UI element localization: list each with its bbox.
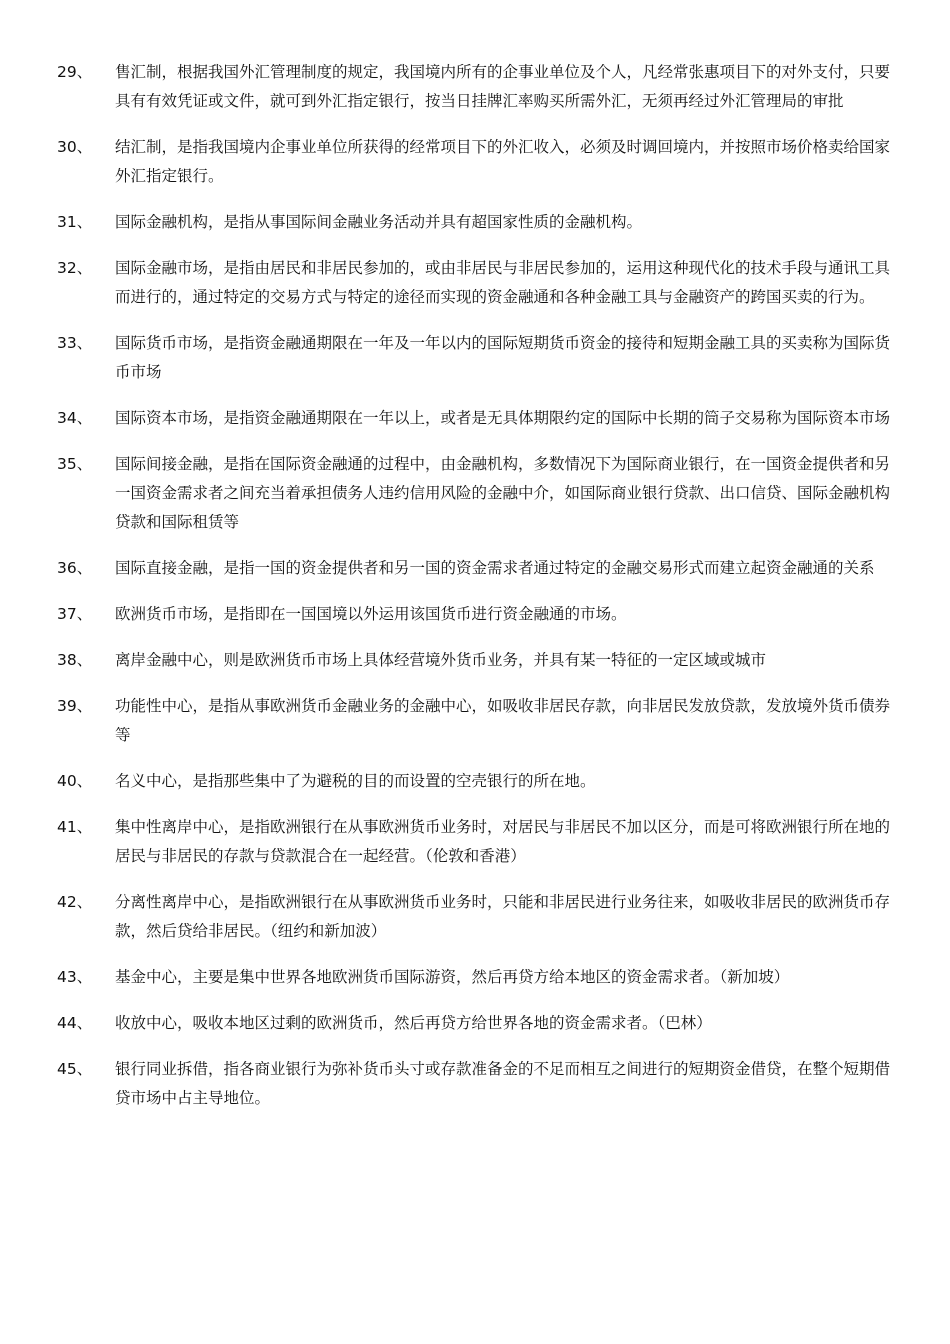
item-text: 售汇制，根据我国外汇管理制度的规定，我国境内所有的企事业单位及个人，凡经常张惠项目下的对外支付，只要具有有效凭证或文件，就可到外汇指定银行，按当日挂牌汇率购买所需外汇，无须再经过外汇管理局的审批	[115, 63, 891, 110]
list-item	[0, 963, 950, 992]
item-number: 31、	[57, 213, 93, 231]
list-item	[0, 554, 950, 583]
item-number: 32、	[57, 259, 93, 277]
item-number: 44、	[57, 1014, 93, 1032]
item-number: 34、	[57, 409, 93, 427]
item-number: 29、	[57, 63, 93, 81]
item-number: 43、	[57, 968, 93, 986]
item-number: 33、	[57, 334, 93, 352]
list-item	[0, 1055, 950, 1113]
item-number: 30、	[57, 138, 93, 156]
item-number: 40、	[57, 772, 93, 790]
list-item	[0, 208, 950, 237]
list-item	[0, 329, 950, 387]
item-text: 名义中心，是指那些集中了为避税的目的而设置的空壳银行的所在地。	[115, 772, 596, 790]
list-item	[0, 1009, 950, 1038]
item-number: 39、	[57, 697, 93, 715]
item-text: 基金中心，主要是集中世界各地欧洲货币国际游资，然后再贷方给本地区的资金需求者。（新加坡）	[115, 968, 790, 986]
item-text: 结汇制，是指我国境内企事业单位所获得的经常项目下的外汇收入，必须及时调回境内，并按照市场价格卖给国家外汇指定银行。	[115, 138, 891, 185]
list-item	[0, 58, 950, 116]
item-number: 45、	[57, 1060, 93, 1078]
item-text: 国际间接金融，是指在国际资金融通的过程中，由金融机构，多数情况下为国际商业银行，在一国资金提供者和另一国资金需求者之间充当着承担债务人违约信用风险的金融中介，如国际商业银行贷款、出口信贷、国际金融机构贷款和国际租赁等	[115, 455, 891, 531]
item-number: 35、	[57, 455, 93, 473]
list-item	[0, 600, 950, 629]
list-item	[0, 767, 950, 796]
item-text: 离岸金融中心，则是欧洲货币市场上具体经营境外货币业务，并具有某一特征的一定区域或城市	[115, 651, 767, 669]
item-text: 欧洲货币市场，是指即在一国国境以外运用该国货币进行资金融通的市场。	[115, 605, 627, 623]
item-text: 国际金融市场，是指由居民和非居民参加的，或由非居民与非居民参加的，运用这种现代化的技术手段与通讯工具而进行的，通过特定的交易方式与特定的途径而实现的资金融通和各种金融工具与金融资产的跨国买卖的行为。	[115, 259, 891, 306]
list-item	[0, 404, 950, 433]
item-text: 收放中心，吸收本地区过剩的欧洲货币，然后再贷方给世界各地的资金需求者。（巴林）	[115, 1014, 712, 1032]
item-text: 集中性离岸中心，是指欧洲银行在从事欧洲货币业务时，对居民与非居民不加以区分，而是可将欧洲银行所在地的居民与非居民的存款与贷款混合在一起经营。（伦敦和香港）	[115, 818, 891, 865]
item-number: 42、	[57, 893, 93, 911]
document-page	[0, 58, 950, 1113]
list-item	[0, 888, 950, 946]
item-text: 银行同业拆借，指各商业银行为弥补货币头寸或存款准备金的不足而相互之间进行的短期资金借贷，在整个短期借贷市场中占主导地位。	[115, 1060, 891, 1107]
item-text: 国际金融机构，是指从事国际间金融业务活动并具有超国家性质的金融机构。	[115, 213, 643, 231]
list-item	[0, 450, 950, 537]
item-text: 功能性中心，是指从事欧洲货币金融业务的金融中心，如吸收非居民存款，向非居民发放贷款，发放境外货币债券等	[115, 697, 891, 744]
item-number: 36、	[57, 559, 93, 577]
list-item	[0, 813, 950, 871]
item-text: 国际资本市场，是指资金融通期限在一年以上，或者是无具体期限约定的国际中长期的筒子交易称为国际资本市场	[115, 409, 891, 427]
list-item	[0, 254, 950, 312]
item-text: 国际货币市场，是指资金融通期限在一年及一年以内的国际短期货币资金的接待和短期金融工具的买卖称为国际货币市场	[115, 334, 891, 381]
list-item	[0, 133, 950, 191]
list-item	[0, 646, 950, 675]
item-text: 国际直接金融，是指一国的资金提供者和另一国的资金需求者通过特定的金融交易形式而建立起资金融通的关系	[115, 559, 875, 577]
item-number: 38、	[57, 651, 93, 669]
item-text: 分离性离岸中心，是指欧洲银行在从事欧洲货币业务时，只能和非居民进行业务往来，如吸收非居民的欧洲货币存款，然后贷给非居民。（纽约和新加波）	[115, 893, 891, 940]
list-item	[0, 692, 950, 750]
item-number: 41、	[57, 818, 93, 836]
item-number: 37、	[57, 605, 93, 623]
